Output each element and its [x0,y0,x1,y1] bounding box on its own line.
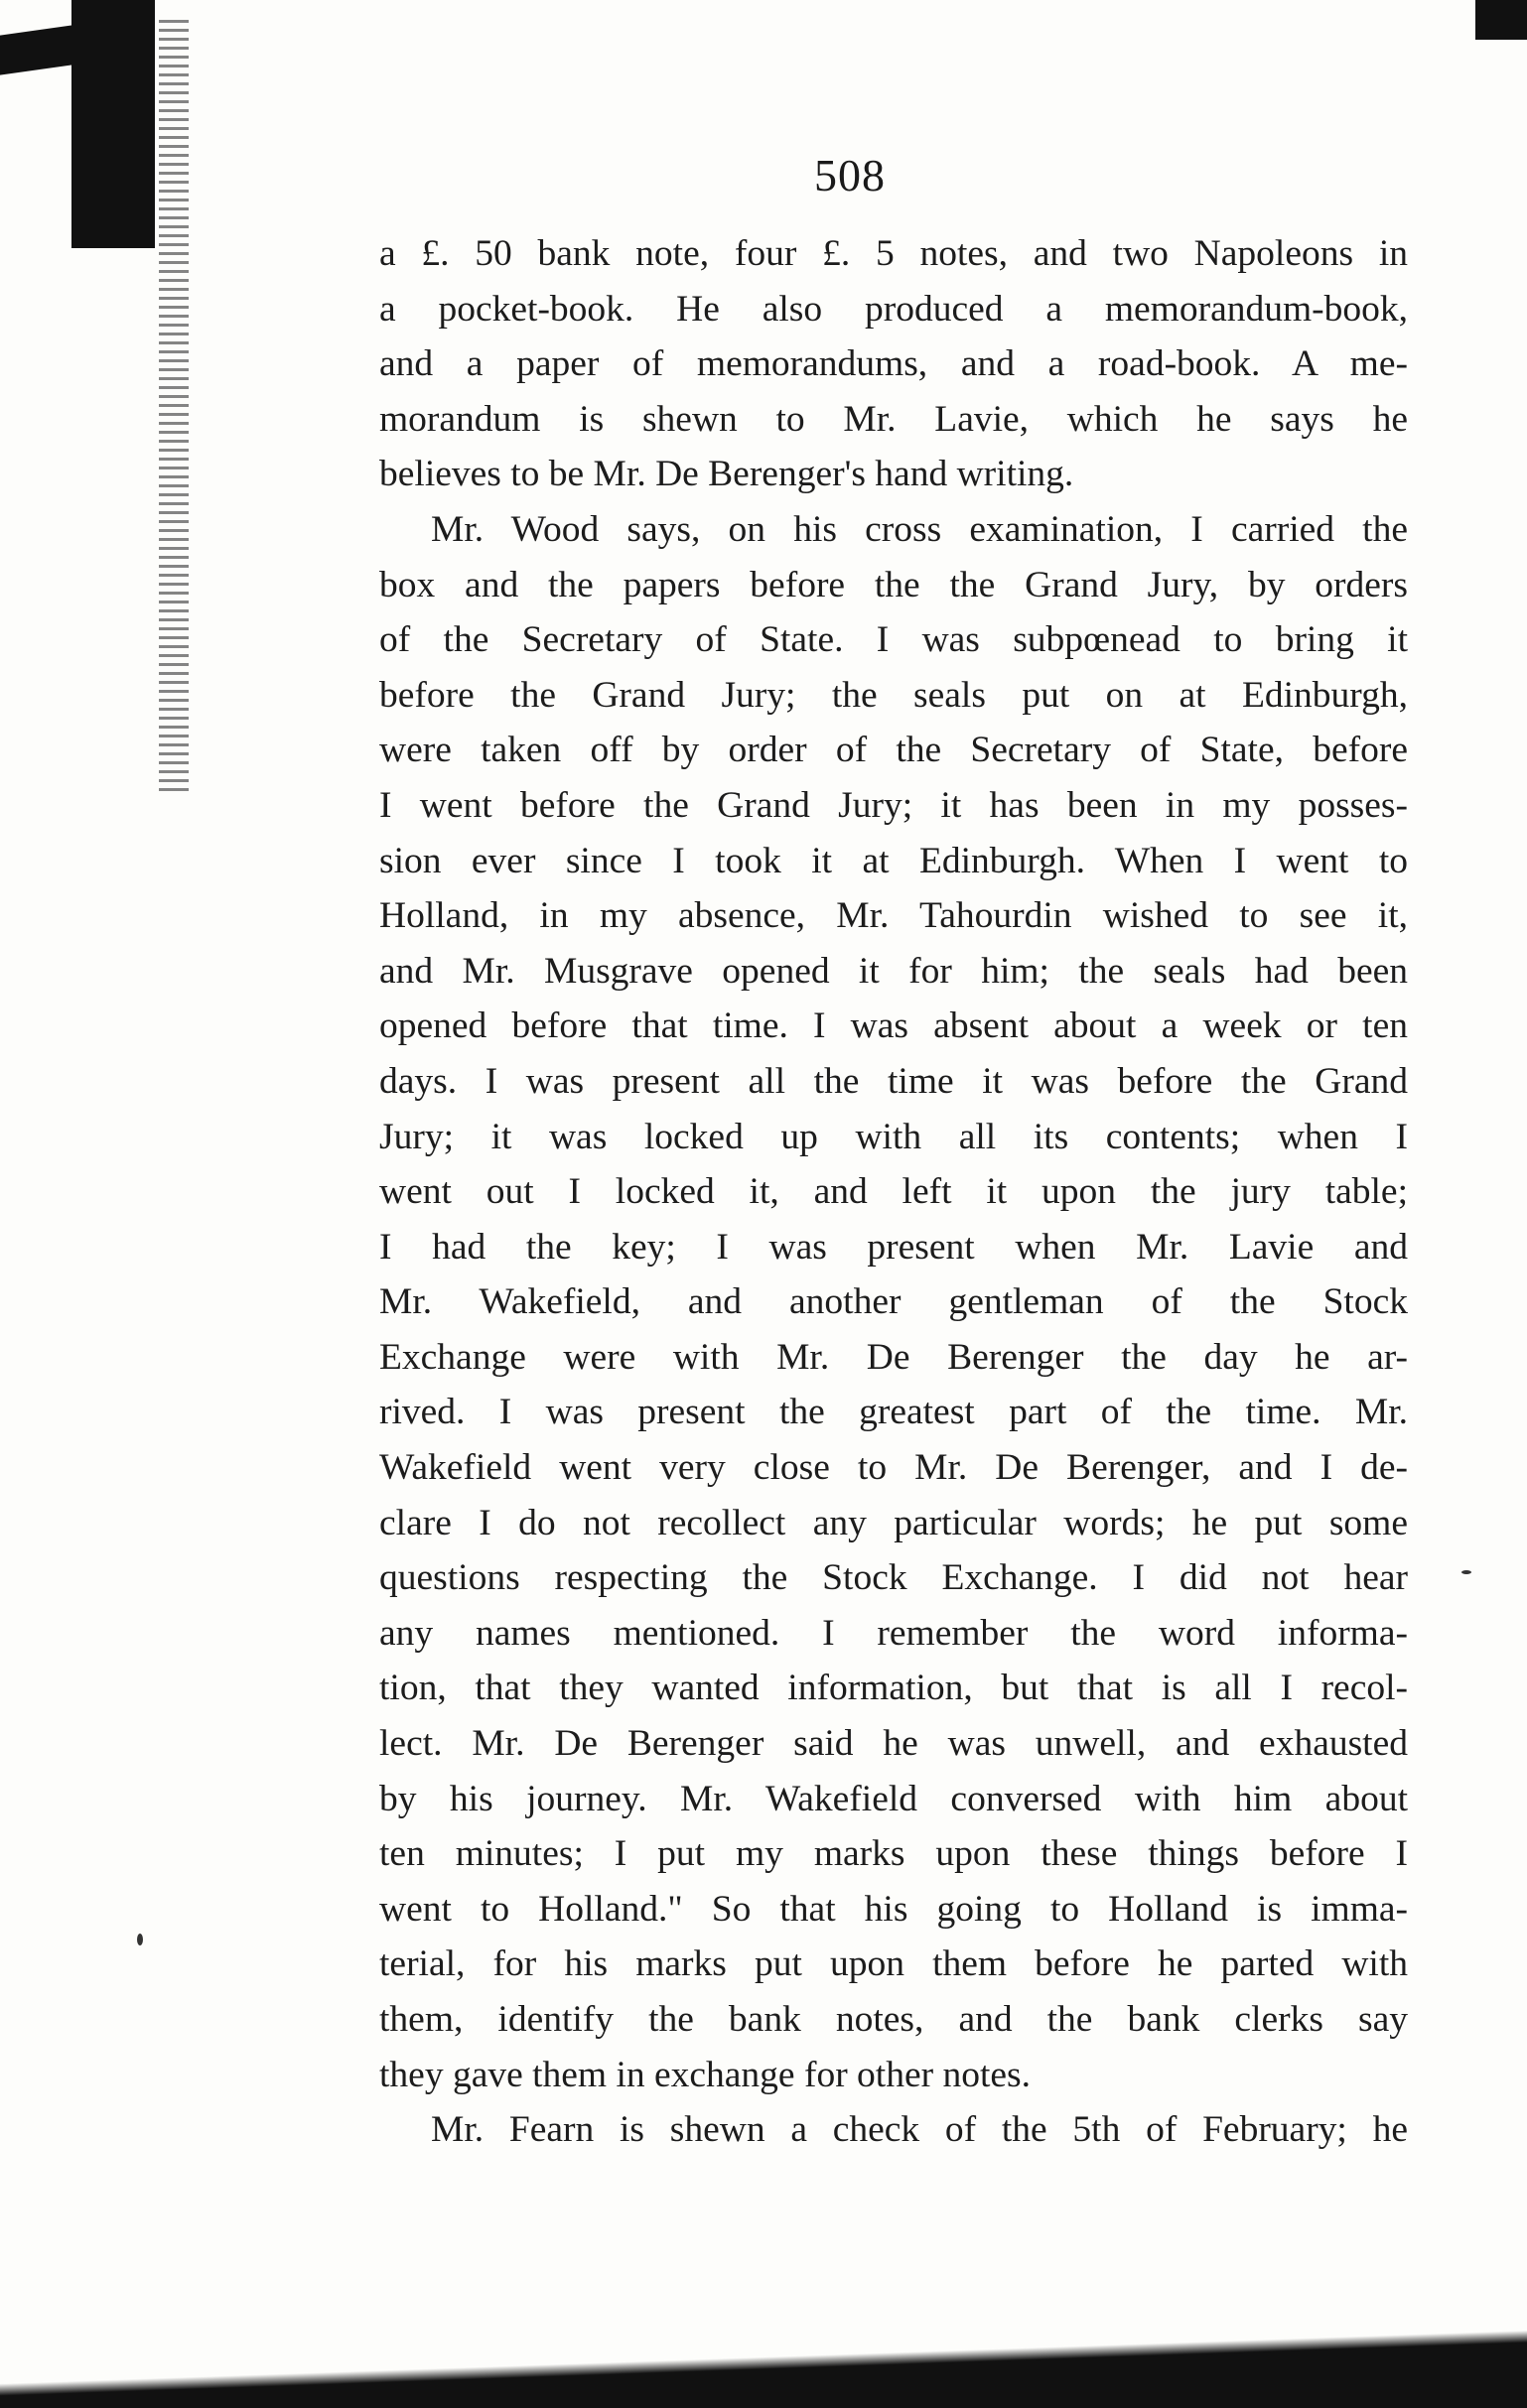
text-line: Exchange were with Mr. De Berenger the day he ar- [379,1336,1408,1378]
text-line: Mr. Wood says, on his cross examination, I carried the [431,508,1408,550]
text-line: and Mr. Musgrave opened it for him; the seals had been [379,950,1408,992]
ink-speck [137,1934,143,1945]
text-line: any names mentioned. I remember the word informa- [379,1612,1408,1654]
text-line: by his journey. Mr. Wakefield conversed with him about [379,1778,1408,1819]
text-line: lect. Mr. De Berenger said he was unwell, and exhausted [379,1723,1408,1765]
body-text [379,226,1408,2158]
text-line: opened before that time. I was absent about a week or ten [379,1005,1408,1047]
text-line: rived. I was present the greatest part of the time. Mr. [379,1392,1408,1433]
text-line: sion ever since I took it at Edinburgh. When I went to [379,840,1408,881]
bottom-edge-shadow [0,2289,1527,2408]
page-number: 508 [814,150,886,201]
text-line: a pocket-book. He also produced a memorandum-book, [379,288,1408,330]
text-line: tion, that they wanted information, but that is all I recol- [379,1668,1408,1709]
text-line: before the Grand Jury; the seals put on at Edinburgh, [379,674,1408,716]
text-line: I went before the Grand Jury; it has been in my posses- [379,784,1408,826]
corner-shadow [1475,0,1527,40]
text-line: were taken off by order of the Secretary of State, before [379,730,1408,771]
text-line: and a paper of memorandums, and a road-book. A me- [379,343,1408,385]
text-line: days. I was present all the time it was before the Grand [379,1060,1408,1102]
text-line: box and the papers before the the Grand Jury, by orders [379,564,1408,605]
text-line: them, identify the bank notes, and the bank clerks say [379,1999,1408,2040]
text-line: Mr. Wakefield, and another gentleman of the Stock [379,1281,1408,1323]
text-line: went to Holland." So that his going to Holland is imma- [379,1888,1408,1930]
text-line: went out I locked it, and left it upon the jury table; [379,1171,1408,1213]
text-line: Jury; it was locked up with all its contents; when I [379,1116,1408,1157]
text-line: terial, for his marks put upon them before he parted with [379,1943,1408,1985]
text-line: Holland, in my absence, Mr. Tahourdin wished to see it, [379,895,1408,937]
binding-shadow-top [0,24,79,74]
text-line: of the Secretary of State. I was subpœnead to bring it [379,619,1408,661]
text-line: believes to be Mr. De Berenger's hand writing. [379,454,1074,495]
ink-speck [1461,1570,1471,1574]
text-line: they gave them in exchange for other notes. [379,2054,1032,2095]
text-line: I had the key; I was present when Mr. Lavie and [379,1226,1408,1268]
text-line: Wakefield went very close to Mr. De Berenger, and I de- [379,1447,1408,1489]
text-line: a £. 50 bank note, four £. 5 notes, and two Napoleons in [379,233,1408,274]
text-line: questions respecting the Stock Exchange. I did not hear [379,1557,1408,1599]
binding-shadow [71,0,155,248]
text-line: Mr. Fearn is shewn a check of the 5th of February; he [431,2109,1408,2151]
text-line: ten minutes; I put my marks upon these things before I [379,1833,1408,1875]
binding-edge-texture [159,20,189,794]
text-line: clare I do not recollect any particular words; he put some [379,1502,1408,1543]
text-line: morandum is shewn to Mr. Lavie, which he says he [379,398,1408,440]
